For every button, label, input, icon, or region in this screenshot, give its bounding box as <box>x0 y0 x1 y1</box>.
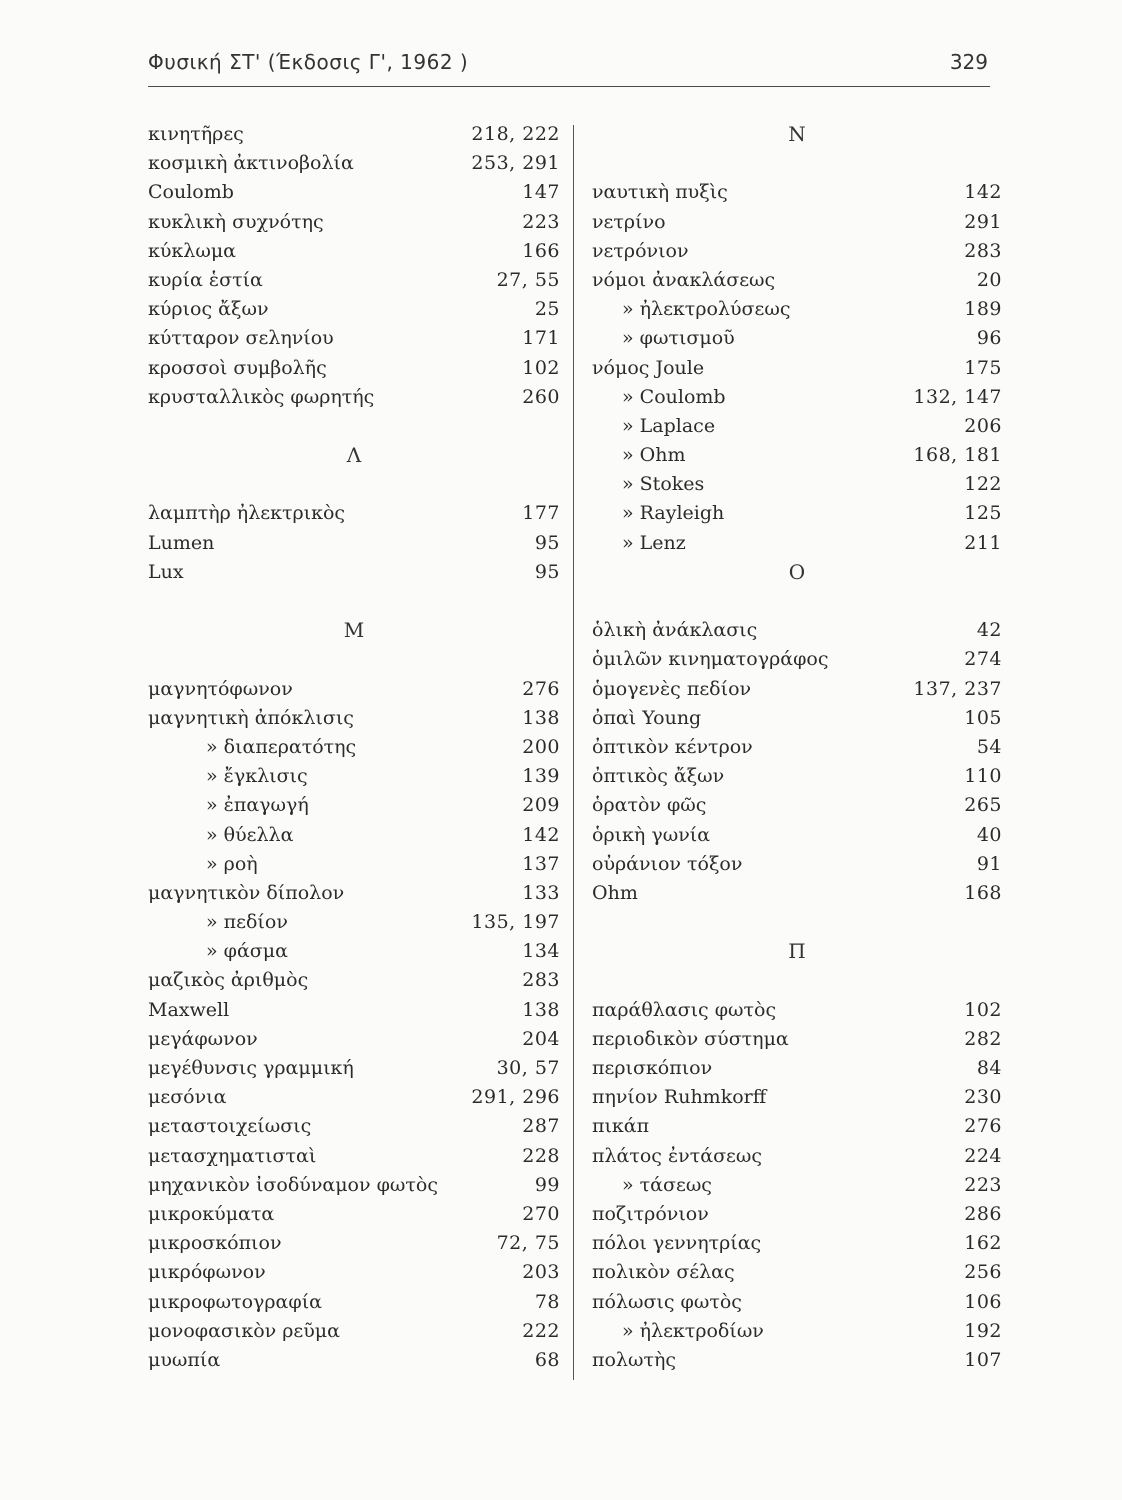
index-entry <box>148 937 560 966</box>
index-entry <box>592 354 1002 383</box>
index-term: κροσσοὶ συμβολῆς <box>148 356 327 379</box>
index-pages: 274 <box>964 648 1002 671</box>
index-pages: 99 <box>534 1173 560 1196</box>
index-pages: 166 <box>522 239 560 262</box>
index-term: ποζιτρόνιον <box>592 1202 709 1225</box>
index-pages: 222 <box>522 1319 560 1342</box>
index-entry <box>148 120 560 149</box>
index-entry <box>148 821 560 850</box>
index-term: κινητῆρες <box>148 123 244 145</box>
index-entry <box>592 1112 1002 1141</box>
index-entry <box>592 237 1002 266</box>
index-pages: 96 <box>976 327 1002 350</box>
index-entry <box>592 996 1002 1025</box>
index-term: Lumen <box>148 531 215 554</box>
index-entry <box>592 1346 1002 1375</box>
spacer <box>148 587 560 616</box>
index-term: » θύελλα <box>206 823 294 846</box>
index-term: μικροφωτογραφία <box>148 1290 322 1313</box>
index-entry <box>592 762 1002 791</box>
index-term: » ἐπαγωγή <box>206 794 309 817</box>
index-term: μεγάφωνον <box>148 1027 258 1050</box>
index-term: ὁλικὴ ἀνάκλασις <box>592 619 758 642</box>
index-entry <box>592 1229 1002 1258</box>
index-term: μικροσκόπιον <box>148 1232 282 1255</box>
index-term: μονοφασικὸν ρεῦμα <box>148 1319 340 1342</box>
index-term: ὀπτικὸν κέντρον <box>592 735 753 758</box>
index-term: ὁρικὴ γωνία <box>592 823 711 846</box>
index-term: κρυσταλλικὸς φωρητής <box>148 385 375 408</box>
index-term: κυρία ἑστία <box>148 268 263 291</box>
index-term: πόλωσις φωτὸς <box>592 1290 742 1313</box>
index-entry <box>592 645 1002 674</box>
section-heading-lambda: Λ <box>346 443 362 468</box>
index-term: » πεδίον <box>206 911 288 934</box>
index-entry <box>592 266 1002 295</box>
index-pages: 204 <box>522 1027 560 1050</box>
index-entry <box>148 383 560 412</box>
index-entry <box>148 675 560 704</box>
index-term: μυωπία <box>148 1348 221 1371</box>
index-pages: 27, 55 <box>496 268 560 291</box>
index-pages: 177 <box>522 502 560 525</box>
index-entry <box>592 704 1002 733</box>
index-entry <box>592 1258 1002 1287</box>
index-entry <box>592 470 1002 499</box>
index-entry <box>148 704 560 733</box>
index-pages: 133 <box>522 881 560 904</box>
index-term: πικάπ <box>592 1115 650 1138</box>
index-pages: 125 <box>964 502 1002 525</box>
index-term: Lux <box>148 560 184 583</box>
index-pages: 139 <box>522 765 560 788</box>
index-pages: 171 <box>522 327 560 350</box>
index-term: » Laplace <box>622 414 716 437</box>
index-entry <box>148 529 560 558</box>
index-term: κύτταρον σεληνίου <box>148 327 334 350</box>
page-title: Φυσική ΣΤ' (Έκδοσις Γ', 1962 ) <box>148 50 469 74</box>
index-pages: 168, 181 <box>913 444 1002 467</box>
index-entry <box>148 879 560 908</box>
index-pages: 30, 57 <box>496 1057 560 1079</box>
index-entry <box>148 149 560 178</box>
index-entry <box>148 237 560 266</box>
index-pages: 282 <box>964 1027 1002 1050</box>
index-term: μεταστοιχείωσις <box>148 1115 312 1138</box>
index-term: νετρίνο <box>592 210 666 233</box>
index-term: » Rayleigh <box>622 502 725 525</box>
index-pages: 286 <box>964 1202 1002 1225</box>
index-entry <box>148 850 560 879</box>
section-nu <box>592 178 1002 557</box>
index-entry <box>592 1142 1002 1171</box>
index-term: μηχανικὸν ἰσοδύναμον φωτὸς <box>148 1173 438 1196</box>
index-entry <box>148 1258 560 1287</box>
index-entry <box>592 733 1002 762</box>
index-entry <box>592 1171 1002 1200</box>
index-pages: 137 <box>522 852 560 875</box>
index-pages: 162 <box>964 1232 1002 1255</box>
index-entry <box>592 529 1002 558</box>
index-pages: 142 <box>522 823 560 846</box>
index-pages: 276 <box>964 1115 1002 1138</box>
index-pages: 147 <box>522 181 560 204</box>
index-term: Ohm <box>592 881 638 904</box>
index-pages: 142 <box>964 181 1002 204</box>
index-entry <box>592 1317 1002 1346</box>
index-pages: 102 <box>964 998 1002 1021</box>
index-entry <box>592 1288 1002 1317</box>
index-pages: 138 <box>522 998 560 1021</box>
index-term: κύριος ἄξων <box>148 298 269 321</box>
index-pages: 95 <box>534 531 560 554</box>
index-term: μεγέθυνσις γραμμική <box>148 1057 354 1079</box>
index-pages: 283 <box>522 969 560 992</box>
index-pages: 270 <box>522 1202 560 1225</box>
index-pages: 223 <box>522 210 560 233</box>
index-entry <box>148 1229 560 1258</box>
index-entry <box>592 1025 1002 1054</box>
index-term: » ἠλεκτρολύσεως <box>622 298 791 321</box>
index-pages: 291 <box>964 210 1002 233</box>
index-pages: 135, 197 <box>471 911 560 934</box>
index-pages: 192 <box>964 1319 1002 1342</box>
index-pages: 54 <box>976 735 1002 758</box>
section-pi <box>592 996 1002 1375</box>
spacer <box>148 645 560 674</box>
index-entry <box>148 558 560 587</box>
index-pages: 265 <box>964 794 1002 817</box>
page-header <box>148 50 990 87</box>
index-entry <box>148 733 560 762</box>
index-pages: 224 <box>964 1144 1002 1167</box>
index-term: νόμος Joule <box>592 356 705 379</box>
index-pages: 68 <box>534 1348 560 1371</box>
index-term: μαγνητικὸν δίπολον <box>148 881 345 904</box>
section-heading-mu: Μ <box>343 618 365 643</box>
index-term: πλάτος ἐντάσεως <box>592 1144 763 1167</box>
index-entry <box>148 208 560 237</box>
index-term: κύκλωμα <box>148 239 237 262</box>
index-term: ὁμογενὲς πεδίον <box>592 677 752 700</box>
section-mu <box>148 675 560 1376</box>
index-pages: 42 <box>976 619 1002 642</box>
index-term: λαμπτὴρ ἠλεκτρικὸς <box>148 502 346 525</box>
index-pages: 218, 222 <box>471 123 560 145</box>
index-term: » ἠλεκτροδίων <box>622 1319 764 1342</box>
index-entry <box>148 324 560 353</box>
index-pages: 72, 75 <box>496 1232 560 1255</box>
index-pages: 132, 147 <box>913 385 1002 408</box>
section-heading-nu: Ν <box>788 122 806 146</box>
index-pages: 209 <box>522 794 560 817</box>
page-number: 329 <box>949 50 988 74</box>
index-entry <box>592 1054 1002 1083</box>
index-term: περιοδικὸν σύστημα <box>592 1027 789 1050</box>
index-entry <box>592 850 1002 879</box>
index-entry <box>592 412 1002 441</box>
index-entry <box>148 908 560 937</box>
index-entry <box>592 879 1002 908</box>
index-entry <box>148 996 560 1025</box>
index-term: ὁμιλῶν κινηματογράφος <box>592 648 829 671</box>
index-entry <box>148 791 560 820</box>
index-pages: 168 <box>964 881 1002 904</box>
index-pages: 287 <box>522 1115 560 1138</box>
index-term: μαγνητικὴ ἀπόκλισις <box>148 706 354 729</box>
index-entry <box>148 1112 560 1141</box>
index-term: » ροὴ <box>206 852 258 875</box>
index-pages: 138 <box>522 706 560 729</box>
index-pages: 107 <box>964 1348 1002 1371</box>
index-entry <box>592 383 1002 412</box>
index-term: μαγνητόφωνον <box>148 677 293 700</box>
index-pages: 276 <box>522 677 560 700</box>
index-pages: 84 <box>976 1057 1002 1079</box>
index-entry <box>148 1054 560 1083</box>
index-pages: 91 <box>976 852 1002 875</box>
index-term: » τάσεως <box>622 1173 712 1196</box>
index-entry <box>592 324 1002 353</box>
index-term: » Coulomb <box>622 385 726 408</box>
index-term: πόλοι γεννητρίας <box>592 1232 762 1255</box>
index-term: κυκλικὴ συχνότης <box>148 210 324 233</box>
index-entry <box>592 441 1002 470</box>
index-entry <box>148 1346 560 1375</box>
section-lambda <box>148 499 560 587</box>
index-term: πηνίον Ruhmkorff <box>592 1086 767 1109</box>
spacer <box>148 470 560 499</box>
spacer <box>592 908 1002 937</box>
section-heading-omicron: Ο <box>788 559 806 584</box>
index-entry <box>148 266 560 295</box>
index-pages: 102 <box>522 356 560 379</box>
spacer <box>592 587 1002 616</box>
index-pages: 228 <box>522 1144 560 1167</box>
index-pages: 175 <box>964 356 1002 379</box>
index-pages: 40 <box>976 823 1002 846</box>
index-term: μεσόνια <box>148 1086 227 1109</box>
left-column <box>148 120 560 1375</box>
index-entry <box>592 791 1002 820</box>
index-pages: 211 <box>964 531 1002 554</box>
index-entry <box>148 1288 560 1317</box>
index-term: κοσμικὴ ἀκτινοβολία <box>148 152 354 175</box>
index-entry <box>148 499 560 528</box>
index-term: μετασχηματισταὶ <box>148 1144 317 1167</box>
index-pages: 25 <box>534 298 560 321</box>
index-pages: 134 <box>522 940 560 963</box>
index-pages: 106 <box>964 1290 1002 1313</box>
index-entry <box>148 966 560 995</box>
index-term: » Ohm <box>622 444 686 467</box>
index-entry <box>148 1171 560 1200</box>
index-term: νετρόνιον <box>592 239 689 262</box>
index-pages: 206 <box>964 414 1002 437</box>
index-entry <box>148 295 560 324</box>
index-term: » Lenz <box>622 531 686 554</box>
index-entry <box>592 675 1002 704</box>
index-pages: 20 <box>976 268 1002 291</box>
index-pages: 230 <box>964 1086 1002 1109</box>
index-pages: 291, 296 <box>471 1086 560 1109</box>
index-term: οὐράνιον τόξον <box>592 852 743 875</box>
index-term: περισκόπιον <box>592 1057 713 1079</box>
index-entry <box>592 821 1002 850</box>
index-entry <box>148 1142 560 1171</box>
index-pages: 260 <box>522 385 560 408</box>
index-pages: 283 <box>964 239 1002 262</box>
index-entry <box>148 1025 560 1054</box>
index-pages: 189 <box>964 298 1002 321</box>
index-entry <box>148 178 560 207</box>
index-pages: 78 <box>534 1290 560 1313</box>
index-entry <box>592 616 1002 645</box>
index-pages: 253, 291 <box>471 152 560 175</box>
index-term: ὀπαὶ Young <box>592 706 702 729</box>
index-pages: 110 <box>964 765 1002 788</box>
right-column <box>592 120 1002 1375</box>
index-term: ὁρατὸν φῶς <box>592 794 707 817</box>
index-entry <box>592 499 1002 528</box>
index-entry <box>592 1083 1002 1112</box>
index-term: πολωτὴς <box>592 1348 676 1371</box>
section-k <box>148 120 560 412</box>
index-entry <box>592 295 1002 324</box>
index-term: παράθλασις φωτὸς <box>592 998 777 1021</box>
index-pages: 200 <box>522 735 560 758</box>
index-entry <box>148 354 560 383</box>
index-entry <box>592 1200 1002 1229</box>
index-pages: 105 <box>964 706 1002 729</box>
spacer <box>148 412 560 441</box>
index-entry <box>148 762 560 791</box>
index-term: Maxwell <box>148 998 230 1021</box>
spacer <box>592 149 1002 178</box>
index-pages: 95 <box>534 560 560 583</box>
index-pages: 122 <box>964 473 1002 496</box>
index-entry <box>592 208 1002 237</box>
index-term: » διαπερατότης <box>206 735 357 758</box>
index-pages: 223 <box>964 1173 1002 1196</box>
index-term: μικρόφωνον <box>148 1261 266 1284</box>
section-omicron <box>592 616 1002 908</box>
index-term: » φάσμα <box>206 940 288 963</box>
index-term: Coulomb <box>148 181 234 204</box>
index-term: ὀπτικὸς ἄξων <box>592 765 725 788</box>
index-pages: 137, 237 <box>913 677 1002 700</box>
spacer <box>592 966 1002 995</box>
section-heading-pi: Π <box>788 939 806 964</box>
index-entry <box>592 178 1002 207</box>
index-pages: 203 <box>522 1261 560 1284</box>
index-entry <box>148 1317 560 1346</box>
index-pages: 256 <box>964 1261 1002 1284</box>
index-entry <box>148 1083 560 1112</box>
index-entry <box>148 1200 560 1229</box>
index-term: » ἔγκλισις <box>206 765 308 788</box>
index-term: » φωτισμοῦ <box>622 327 735 350</box>
index-term: ναυτικὴ πυξὶς <box>592 181 728 204</box>
index-term: μικροκύματα <box>148 1202 275 1225</box>
index-term: πολικὸν σέλας <box>592 1261 735 1284</box>
column-divider <box>573 125 574 1380</box>
index-term: νόμοι ἀνακλάσεως <box>592 268 776 291</box>
index-term: μαζικὸς ἀριθμὸς <box>148 969 309 992</box>
index-term: » Stokes <box>622 473 705 496</box>
